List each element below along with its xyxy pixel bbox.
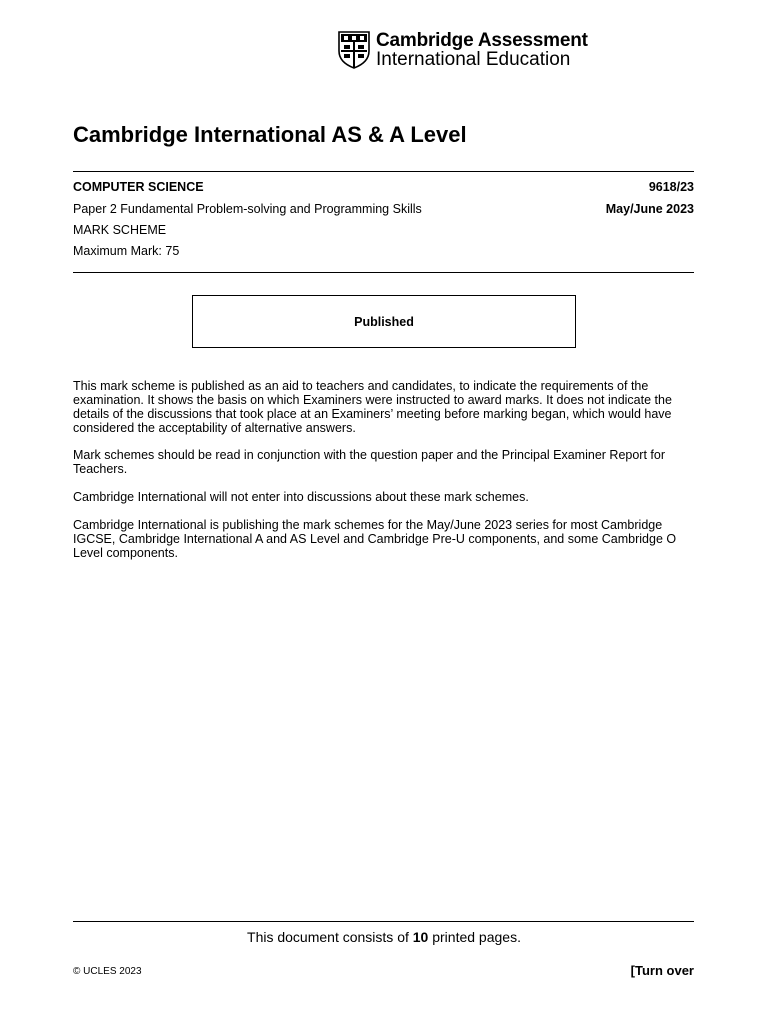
copyright: © UCLES 2023 xyxy=(73,966,142,977)
max-mark-row xyxy=(73,244,694,258)
published-label: Published xyxy=(354,314,414,329)
intro-paragraph-2: Mark schemes should be read in conjunction with the question paper and the Principal Examiner Report for Teachers. xyxy=(73,448,665,476)
document-title: Cambridge International AS & A Level xyxy=(73,122,467,147)
published-box xyxy=(192,295,576,348)
doc-type: MARK SCHEME xyxy=(73,223,167,237)
page-count-prefix: This document consists of xyxy=(247,929,413,945)
page-count-note xyxy=(0,929,768,945)
paper-title: Paper 2 Fundamental Problem-solving and Programming Skills xyxy=(73,202,422,216)
page-count-suffix: printed pages. xyxy=(428,929,521,945)
intro-paragraph-1: This mark scheme is published as an aid to teachers and candidates, to indicate the requirements of the examination. It shows the basis on which Examiners were instructed to award marks. It does not indicate the details of the discussions that took place at an Examiners’ meeting before marking began, which would have considered the acceptability of alternative answers. xyxy=(73,379,672,435)
logo-line-1: Cambridge Assessment xyxy=(376,30,588,51)
page-count: 10 xyxy=(412,929,429,945)
doc-type-row xyxy=(73,223,694,237)
logo-line-2: International Education xyxy=(376,49,571,70)
subject-row xyxy=(73,180,694,194)
intro-paragraph-3: Cambridge International will not enter into discussions about these mark schemes. xyxy=(73,490,529,504)
header-rule-bottom xyxy=(73,272,694,273)
paper-code: 9618/23 xyxy=(648,180,694,194)
footer-rule xyxy=(73,921,694,922)
intro-paragraph-4: Cambridge International is publishing the mark schemes for the May/June 2023 series for most Cambridge IGCSE, Cambridge International A and AS Level and Cambridge Pre-U components, and some Cambridge O Level components. xyxy=(73,518,677,560)
cambridge-shield-icon xyxy=(338,31,370,69)
cambridge-logo xyxy=(338,30,588,71)
max-mark: Maximum Mark: 75 xyxy=(73,244,180,258)
header-rule-top xyxy=(73,171,694,172)
paper-row xyxy=(73,202,694,216)
turn-over: [Turn over xyxy=(630,963,694,978)
exam-session: May/June 2023 xyxy=(605,202,694,216)
subject-label: COMPUTER SCIENCE xyxy=(73,180,204,194)
